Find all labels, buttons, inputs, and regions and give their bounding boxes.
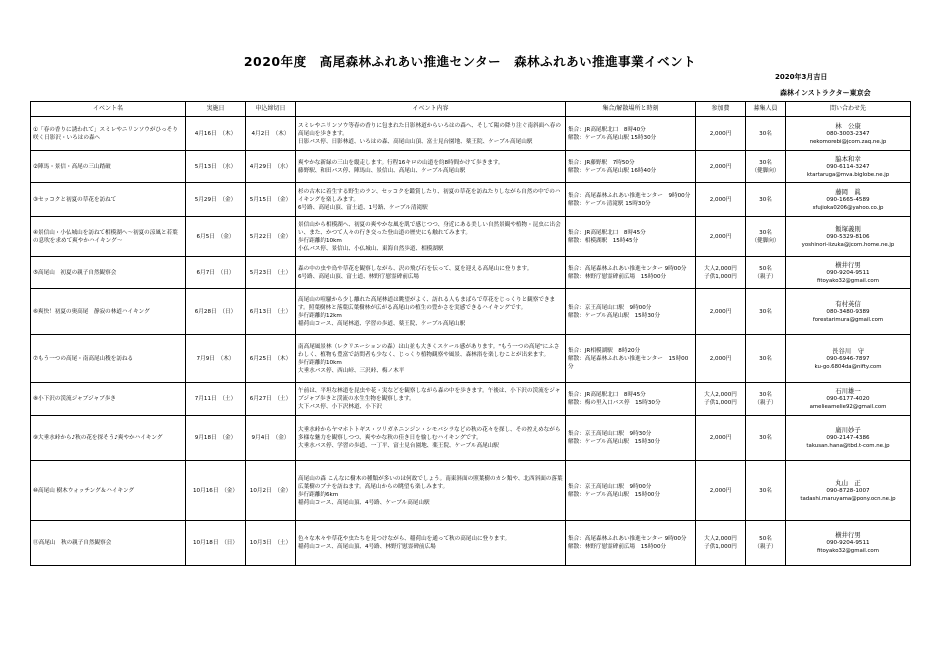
contact-email: nekomorebi@jcom.zaq.ne.jp bbox=[809, 138, 887, 145]
deadline-line: 4月2日 （木） bbox=[251, 130, 290, 137]
event-name-cell bbox=[31, 521, 186, 566]
table-row bbox=[31, 117, 911, 151]
content-line: 南高尾風景林（レクリエーションの森）は山並も大きくスケール感があります。"もう一つの高尾"にふさわしく、植物も豊富で訪問者も少なく、じっくり植物観察や風景、森林浴を楽しむことが出来ます。 bbox=[298, 343, 560, 358]
fee-cell bbox=[696, 217, 746, 257]
contact-name: 飯塚義則 bbox=[835, 224, 861, 233]
contact-name: 丸山 正 bbox=[835, 478, 861, 487]
capacity-line: 50名 bbox=[759, 265, 772, 272]
place-line: 解散：ケーブル高尾山駅 16時40分 bbox=[568, 167, 657, 174]
content-line: 歩行距離約12km bbox=[298, 312, 342, 319]
table-row bbox=[31, 217, 911, 257]
contact-phone: 080-3003-2347 bbox=[826, 130, 870, 137]
content-line: 稲荷山コース、高尾山頂、4号路、林野庁慰霊碑前広場 bbox=[298, 544, 436, 550]
content-line: 歩行距離約10km bbox=[298, 237, 342, 244]
name-line: ⑨大垂水峠から♪秋の花を探そう♪爽やかハイキング bbox=[33, 435, 163, 441]
contact-name: 林 公康 bbox=[835, 121, 861, 130]
capacity-line: 30名 bbox=[759, 159, 772, 166]
contact-name: 廣川妙子 bbox=[835, 426, 861, 434]
deadline-cell bbox=[246, 151, 296, 183]
contact-cell bbox=[786, 289, 911, 335]
fee-line: 2,000円 bbox=[709, 355, 732, 362]
content-line: 大垂水バス停、西山峠、三沢峠、梅ノ木平 bbox=[298, 367, 405, 374]
fee-line: 2,000円 bbox=[709, 435, 732, 441]
content-cell bbox=[296, 183, 566, 217]
deadline-line: 10月2日 （金） bbox=[249, 487, 292, 494]
fee-cell bbox=[696, 461, 746, 521]
contact-cell bbox=[786, 383, 911, 416]
events-table bbox=[30, 101, 911, 566]
contact-phone: 090-1665-4589 bbox=[826, 196, 870, 203]
place-line: 解散：ケーブル清滝駅 15時30分 bbox=[568, 200, 651, 207]
contact-phone: 090-9204-9511 bbox=[826, 540, 870, 546]
contact-email: takusan.hana@tbd.t-com.ne.jp bbox=[806, 443, 890, 449]
contact-email: amelieamelie92@gmail.com bbox=[809, 404, 887, 410]
table-row bbox=[31, 289, 911, 335]
content-line: 大垂水バス停、学習の歩道、一丁平、富士見台園地、薬王院、ケーブル高尾山駅 bbox=[298, 443, 499, 449]
event-name-cell bbox=[31, 383, 186, 416]
name-line: ①「春の香りに誘われて」スミレやニリンソウがひっそり咲く日影沢・いろはの森へ bbox=[33, 126, 178, 141]
event-name-cell bbox=[31, 335, 186, 383]
capacity-line: 50名 bbox=[759, 536, 772, 542]
capacity-line: 30名 bbox=[759, 196, 772, 203]
fee-cell bbox=[696, 117, 746, 151]
fee-cell bbox=[696, 289, 746, 335]
contact-cell bbox=[786, 461, 911, 521]
place-time-cell bbox=[566, 217, 696, 257]
place-line: 集合：JR相模湖駅 8時20分 bbox=[568, 347, 641, 354]
deadline-line: 5月15日 （金） bbox=[249, 196, 292, 203]
contact-phone: 090-6114-3247 bbox=[826, 163, 870, 170]
place-time-cell bbox=[566, 151, 696, 183]
table-row bbox=[31, 416, 911, 461]
name-line: ⑪高尾山 秋の親子自然観察会 bbox=[33, 540, 112, 546]
header-content: イベント内容 bbox=[296, 102, 566, 117]
contact-email: ku-go.6804da@nifty.com bbox=[814, 363, 882, 370]
organization-name: 森林インストラクター東京会 bbox=[780, 89, 871, 97]
event-date-cell bbox=[186, 335, 246, 383]
contact-phone: 090-8728-1007 bbox=[826, 487, 870, 494]
capacity-cell bbox=[746, 151, 786, 183]
contact-cell bbox=[786, 117, 911, 151]
content-line: 6号路、高尾山頂、富士道、林野庁慰霊碑前広場 bbox=[298, 273, 420, 280]
name-line: ⑦もう一つの高尾・南高尾山稜を訪ねる bbox=[33, 355, 134, 362]
event-date-cell bbox=[186, 117, 246, 151]
event-date-cell bbox=[186, 416, 246, 461]
event-date-cell bbox=[186, 383, 246, 416]
place-line: 集合：京王高尾山口駅 9時30分 bbox=[568, 431, 652, 437]
fee-cell bbox=[696, 151, 746, 183]
contact-cell bbox=[786, 416, 911, 461]
date-line: 6月7日 （日） bbox=[196, 269, 235, 276]
deadline-line: 6月27日 （土） bbox=[249, 396, 292, 402]
contact-name: 有村英信 bbox=[835, 299, 861, 308]
fee-line: 大人2,000円 bbox=[704, 536, 737, 542]
contact-cell bbox=[786, 183, 911, 217]
table-row bbox=[31, 257, 911, 289]
capacity-cell bbox=[746, 416, 786, 461]
content-cell bbox=[296, 257, 566, 289]
content-line: 杉の古木に着生する野生のラン、セッコクを鑑賞したり、初夏の草花を訪ねたりしながら自然の中でのハイキングを楽しみます。 bbox=[298, 188, 561, 203]
place-line: 解散：ケーブル高尾山駅 15時00分 bbox=[568, 491, 661, 498]
date-line: 5月29日 （金） bbox=[194, 196, 237, 203]
content-cell bbox=[296, 335, 566, 383]
deadline-cell bbox=[246, 217, 296, 257]
contact-email: yoshinori-iizuka@jcom.home.ne.jp bbox=[801, 241, 895, 248]
capacity-line: （健脚向） bbox=[751, 167, 780, 174]
fee-cell bbox=[696, 521, 746, 566]
content-line: 大下バス停、小下沢林道、小下沢 bbox=[298, 404, 382, 410]
place-time-cell bbox=[566, 183, 696, 217]
table-row bbox=[31, 183, 911, 217]
deadline-line: 4月29日 （水） bbox=[249, 163, 292, 170]
capacity-cell bbox=[746, 183, 786, 217]
fee-line: 2,000円 bbox=[709, 487, 732, 494]
fee-line: 大人2,000円 bbox=[704, 392, 737, 398]
fee-line: 子供1,000円 bbox=[704, 273, 737, 280]
content-line: 稲荷山コース、高尾林道、学習の歩道、薬王院、ケーブル高尾山駅 bbox=[298, 320, 466, 327]
event-name-cell bbox=[31, 257, 186, 289]
capacity-cell bbox=[746, 335, 786, 383]
date-line: 7月11日 （土） bbox=[194, 396, 237, 402]
place-line: 解散：林野庁慰霊碑前広場 15時00分 bbox=[568, 273, 667, 280]
fee-line: 2,000円 bbox=[709, 163, 732, 170]
deadline-line: 5月22日 （金） bbox=[249, 233, 292, 240]
place-time-cell bbox=[566, 461, 696, 521]
place-line: 集合：JR高尾駅北口 8時45分 bbox=[568, 229, 646, 236]
contact-cell bbox=[786, 217, 911, 257]
capacity-cell bbox=[746, 461, 786, 521]
content-line: 爽やかな新緑の三山を縦走します。行程16キロの山道を約8時間かけて歩きます。 bbox=[298, 159, 504, 166]
place-time-cell bbox=[566, 289, 696, 335]
place-line: 解散：梅の里入口バス停 15時30分 bbox=[568, 400, 661, 406]
contact-name: 藤岡 眞 bbox=[835, 187, 861, 196]
contact-name: 横井行男 bbox=[835, 260, 861, 269]
fee-cell bbox=[696, 335, 746, 383]
fee-line: 2,000円 bbox=[709, 130, 732, 137]
event-date-cell bbox=[186, 461, 246, 521]
contact-name: 石川雄一 bbox=[835, 387, 861, 395]
contact-cell bbox=[786, 521, 911, 566]
header-event-name: イベント名 bbox=[31, 102, 186, 117]
date-line: 6月5日 （金） bbox=[196, 233, 235, 240]
capacity-cell bbox=[746, 117, 786, 151]
contact-phone: 090-6177-4020 bbox=[826, 396, 870, 402]
capacity-line: （親子） bbox=[754, 544, 777, 550]
place-line: 集合：JR高尾駅北口 8時40分 bbox=[568, 126, 646, 133]
capacity-line: 30名 bbox=[759, 487, 772, 494]
capacity-line: 30名 bbox=[759, 392, 772, 398]
deadline-cell bbox=[246, 416, 296, 461]
capacity-cell bbox=[746, 383, 786, 416]
contact-name: 長谷川 守 bbox=[832, 346, 864, 355]
event-date-cell bbox=[186, 521, 246, 566]
capacity-line: （健脚向） bbox=[751, 237, 780, 244]
capacity-cell bbox=[746, 521, 786, 566]
contact-email: sfujioka0206@yahoo.co.jp bbox=[812, 204, 884, 211]
capacity-line: 30名 bbox=[759, 435, 772, 441]
name-line: ⑧小下沢の渓流ジャブジャブ歩き bbox=[33, 396, 116, 402]
date-line: 5月13日 （水） bbox=[194, 163, 237, 170]
content-line: 景信山から相模湖へ、初夏の爽やかな風を肌で感じつつ、身近にある美しい自然景観や植物・昆虫に出会い、また、かつて人々の行き交った登山道の歴史にも触れてみます。 bbox=[298, 221, 561, 236]
event-name-cell bbox=[31, 217, 186, 257]
place-line: 集合：高尾森林ふれあい推進センター 9時00分 bbox=[568, 536, 687, 542]
date-line: 4月16日 （木） bbox=[194, 130, 237, 137]
capacity-line: 30名 bbox=[759, 130, 772, 137]
fee-line: 2,000円 bbox=[709, 196, 732, 203]
deadline-cell bbox=[246, 289, 296, 335]
place-time-cell bbox=[566, 383, 696, 416]
fee-line: 2,000円 bbox=[709, 233, 732, 240]
contact-cell bbox=[786, 257, 911, 289]
content-cell bbox=[296, 521, 566, 566]
fee-line: 子供1,000円 bbox=[704, 400, 737, 406]
capacity-line: （親子） bbox=[754, 400, 777, 406]
header-date: 実施日 bbox=[186, 102, 246, 117]
event-name-cell bbox=[31, 289, 186, 335]
place-line: 集合：JR高尾駅北口 8時45分 bbox=[568, 392, 646, 398]
fee-line: 子供1,000円 bbox=[704, 544, 737, 550]
content-cell bbox=[296, 217, 566, 257]
content-line: 高尾山の森 こんなに樹木の種類が多いのは何故でしょう。南東斜面の照葉樹のカシ類や、北西斜面の落葉広葉樹のブナを訪ねます。高尾山からの眺望も楽しみます。 bbox=[298, 475, 563, 490]
contact-phone: 090-9204-9511 bbox=[826, 269, 870, 276]
deadline-line: 6月25日 （木） bbox=[249, 355, 292, 362]
name-line: ②陣馬・景信・高尾の三山踏破 bbox=[33, 163, 111, 170]
fee-cell bbox=[696, 416, 746, 461]
deadline-line: 9月4日 （金） bbox=[251, 435, 290, 441]
date-line: 9月18日 （金） bbox=[194, 435, 237, 441]
table-row bbox=[31, 521, 911, 566]
content-cell bbox=[296, 289, 566, 335]
content-line: 6号路、高尾山頂、富士道、1号路、ケーブル清滝駅 bbox=[298, 204, 428, 211]
event-name-cell bbox=[31, 117, 186, 151]
place-line: 解散：ケーブル高尾山駅 15時30分 bbox=[568, 312, 661, 319]
deadline-cell bbox=[246, 183, 296, 217]
event-date-cell bbox=[186, 183, 246, 217]
name-line: ④景信山・小仏城山を訪ねて相模湖へ～初夏の涼風と若葉の息吹を求めて爽やかハイキング～ bbox=[33, 229, 178, 244]
place-line: 集合：高尾森林ふれあい推進センター 9時00分 bbox=[568, 192, 691, 199]
content-line: 藤野駅、和田バス停、陣馬山、景信山、高尾山、ケーブル高尾山駅 bbox=[298, 167, 466, 174]
fee-cell bbox=[696, 183, 746, 217]
deadline-cell bbox=[246, 383, 296, 416]
content-line: 日影バス停、日影林道、いろはの森、高尾山山頂、富士見台園地、薬王院、ケーブル高尾山駅 bbox=[298, 138, 533, 145]
content-line: 稲荷山コース、高尾山頂、4号路、ケーブル高尾山駅 bbox=[298, 499, 430, 506]
contact-email: ktartaruga@mva.biglobe.ne.jp bbox=[806, 171, 890, 178]
capacity-cell bbox=[746, 217, 786, 257]
contact-email: forestarimura@gmail.com bbox=[812, 316, 884, 323]
place-line: 解散：ケーブル高尾山駅 15時30分 bbox=[568, 439, 661, 445]
contact-email: fitoyako32@gmail.com bbox=[817, 277, 879, 284]
capacity-line: 30名 bbox=[759, 355, 772, 362]
place-line: 集合：京王高尾山口駅 9時00分 bbox=[568, 304, 652, 311]
contact-phone: 090-6946-7897 bbox=[826, 355, 870, 362]
name-line: ⑩高尾山 樹木ウォッチング＆ハイキング bbox=[33, 487, 135, 494]
header-place-time: 集合/解散場所と時刻 bbox=[566, 102, 696, 117]
table-row bbox=[31, 151, 911, 183]
name-line: ③セッコクと初夏の草花を訪ねて bbox=[33, 196, 117, 203]
capacity-line: 30名 bbox=[759, 308, 772, 315]
place-line: 集合：京王高尾山口駅 9時00分 bbox=[568, 483, 652, 490]
capacity-line: 30名 bbox=[759, 229, 772, 236]
content-line: 森の中の虫や鳥や草花を観察しながら、沢の飛び石を伝って、夏を迎える高尾山に登ります。 bbox=[298, 265, 533, 272]
content-cell bbox=[296, 151, 566, 183]
table-row bbox=[31, 335, 911, 383]
date-line: 10月18日 （日） bbox=[193, 540, 238, 546]
event-name-cell bbox=[31, 416, 186, 461]
place-line: 解散：高尾森林ふれあい推進センター 15時00分 bbox=[568, 355, 689, 370]
contact-phone: 090-2147-4386 bbox=[826, 435, 870, 441]
content-cell bbox=[296, 117, 566, 151]
header-deadline: 申込締切日 bbox=[246, 102, 296, 117]
place-time-cell bbox=[566, 257, 696, 289]
document-title: 2020年度 高尾森林ふれあい推進センター 森林ふれあい推進事業イベント bbox=[243, 54, 697, 69]
contact-phone: 090-5329-8106 bbox=[826, 233, 870, 240]
header-contact: 問い合わせ先 bbox=[786, 102, 911, 117]
header-fee: 参加費 bbox=[696, 102, 746, 117]
event-name-cell bbox=[31, 183, 186, 217]
contact-phone: 080-3480-9389 bbox=[826, 308, 870, 315]
table-header-row bbox=[31, 102, 911, 117]
content-line: 高尾山の喧騒から少し離れた高尾林道は眺望がよく、訪れる人もまばらで草花をじっくりと観察できます。照葉樹林と落葉広葉樹林が広がる高尾山の植生の豊かさを実感できるハイキングです。 bbox=[298, 296, 556, 311]
date-line: 10月16日 （金） bbox=[193, 487, 238, 494]
header-capacity: 募集人員 bbox=[746, 102, 786, 117]
contact-name: 脇本和幸 bbox=[835, 154, 861, 163]
deadline-line: 6月13日 （土） bbox=[249, 308, 292, 315]
event-name-cell bbox=[31, 461, 186, 521]
place-line: 解散：ケーブル高尾山駅 15時30分 bbox=[568, 134, 657, 141]
deadline-line: 10月3日 （土） bbox=[249, 540, 292, 546]
event-date-cell bbox=[186, 289, 246, 335]
name-line: ⑥爽快！初夏の奥高尾 静寂の林道ハイキング bbox=[33, 308, 150, 315]
fee-cell bbox=[696, 257, 746, 289]
date-line: 7月9日 （木） bbox=[196, 355, 235, 362]
event-date-cell bbox=[186, 257, 246, 289]
place-line: 集合：高尾森林ふれあい推進センター 9時00分 bbox=[568, 265, 687, 272]
contact-email: tadashi.maruyama@pony.ocn.ne.jp bbox=[800, 495, 896, 502]
name-line: ⑤高尾山 初夏の親子自然観察会 bbox=[33, 269, 117, 276]
deadline-line: 5月23日 （土） bbox=[249, 269, 292, 276]
table-row bbox=[31, 383, 911, 416]
deadline-cell bbox=[246, 117, 296, 151]
issue-date: 2020年3月吉日 bbox=[775, 73, 828, 81]
capacity-cell bbox=[746, 257, 786, 289]
content-line: 小仏バス停、景信山、小仏城山、東海自然歩道、相模湖駅 bbox=[298, 245, 444, 252]
place-time-cell bbox=[566, 521, 696, 566]
place-time-cell bbox=[566, 335, 696, 383]
content-cell bbox=[296, 416, 566, 461]
place-time-cell bbox=[566, 117, 696, 151]
deadline-cell bbox=[246, 257, 296, 289]
content-line: 大垂水峠からヤマホトトギス・ツリガネニンジン・シモバシラなどの秋の花々を探し、その控えめながら多様な魅力を観察しつつ、爽やかな秋の佳き日を愉しむハイキングです。 bbox=[298, 427, 561, 441]
date-line: 6月28日 （日） bbox=[194, 308, 237, 315]
content-line: 歩行距離約10km bbox=[298, 359, 342, 366]
contact-email: fitoyako32@gmail.com bbox=[817, 548, 879, 554]
contact-cell bbox=[786, 335, 911, 383]
content-line: 歩行距離約6km bbox=[298, 491, 339, 498]
capacity-cell bbox=[746, 289, 786, 335]
event-date-cell bbox=[186, 151, 246, 183]
event-date-cell bbox=[186, 217, 246, 257]
fee-line: 大人2,000円 bbox=[704, 265, 737, 272]
table-row bbox=[31, 461, 911, 521]
content-cell bbox=[296, 383, 566, 416]
fee-cell bbox=[696, 383, 746, 416]
deadline-cell bbox=[246, 461, 296, 521]
content-line: スミレやニリンソウ等春の香りに包まれた日影林道からいろはの森へ、そして陽の降り注ぐ南斜面へ春の高尾山を歩きます。 bbox=[298, 122, 561, 137]
place-line: 集合：JR藤野駅 7時50分 bbox=[568, 159, 635, 166]
deadline-cell bbox=[246, 521, 296, 566]
event-name-cell bbox=[31, 151, 186, 183]
place-time-cell bbox=[566, 416, 696, 461]
content-line: 色々な木々や草花や虫たちを見つけながら、稲荷山を通って秋の高尾山に登ります。 bbox=[298, 536, 511, 542]
deadline-cell bbox=[246, 335, 296, 383]
contact-cell bbox=[786, 151, 911, 183]
fee-line: 2,000円 bbox=[709, 308, 732, 315]
place-line: 解散：林野庁慰霊碑前広場 15時00分 bbox=[568, 544, 667, 550]
contact-name: 横井行男 bbox=[835, 531, 861, 539]
content-line: 午前は、平坦な林道を昆虫や花・実などを観察しながら森の中を歩きます。午後は、小下沢の渓流をジャブジャブ歩きと渓流の水生生物を観察します。 bbox=[298, 388, 561, 402]
content-cell bbox=[296, 461, 566, 521]
capacity-line: （親子） bbox=[754, 273, 777, 280]
place-line: 解散：相模湖駅 15時45分 bbox=[568, 237, 639, 244]
